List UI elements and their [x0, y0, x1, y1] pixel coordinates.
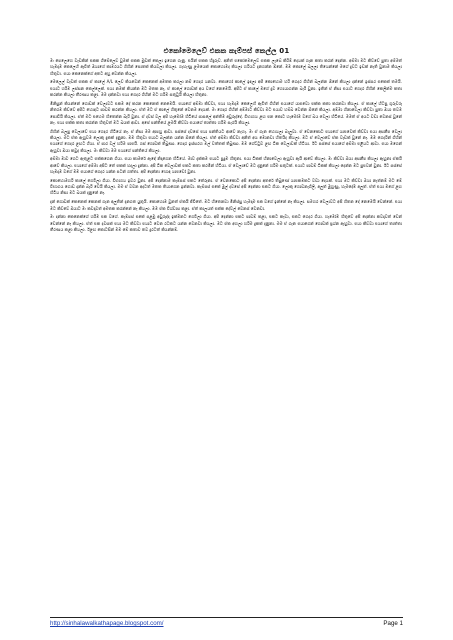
paragraph: කොහොමහරි කාලේ ගෙවිලා ගියා. විභාගය ඉවර වුනා. අපි දෙන්නාම කැම්පස් එකට තේරුනා. ඒ වෙනකොට අපි දෙන්නා අතරේ තිබුණේ යාළුකමකට වඩා දෙයක්. එයා මට කිව්වා ඔයා නැත්නම් මට මේ විභාගය ගොඩ දාන්න බැරි වෙයි කියලා. මම ඒ වචන අදටත් මතක තියාගෙන ඉන්නවා. කැම්පස් එකේ මුල් දවසේ අපි දෙන්නා එකට ගියා. ලොකු ගොඩනැගිලි, අලුත් මුහුණු, හැමදේම අලුත්. ඒත් එයා මගේ ළඟ හිටිය නිසා මට බයක් දැනුනේ නෑ. [50, 177, 402, 196]
footer-blog-link[interactable]: http://sinhalawalkathapage.blogspot.com/ [50, 620, 164, 627]
paragraph: මං දන්නා කෙනෙක්ගේ හරිම එක වගේ. කැම්පස් එකේ පළමු අවුරුද්ද ඉක්මනට ගෙවිලා ගියා. අපි දෙන්නා එකට පාඩම් කළා, එකට කෑවා, එකට ගෙදර ගියා. හැමෝම හිතුවේ අපි දෙන්නා කවදාවත් වෙන් වෙන්නේ නෑ කියලා. ඒත් එක දවසක් එයා මට කිව්වා එයාට වෙන රටකට යන්න වෙනවා කියලා. මට ඒක අහලා හරිම දුකක් දැනුනා. මම ඒ ගැන එයාගෙන් ගොඩක් ප්‍රශ්න ඇහුවා. එයා කිව්වා එයාගේ තාත්තා තීරණය කළා කියලා. ඊළඟ කොටසින් මම මේ කතාව තව දුරටත් කියන්නම්. [50, 214, 402, 232]
paragraph: මං පෙලෙහෙ වැඩකින් එකක ගිමේලෙව් වුමක් එකක මුඩක් කෙලා ඉගෙන ගැනු. එයින් එකක හිදුරුව. අනිත් එකෝමෙලෙව් එකක ලැබේ කිරිම් දෙයක් ගැන කතා කරන් දෙන්න. අම්මා මට කිව්වේ පුතා අම්මත් හැමදාම කෙලෙහි ඇවිත් ඔයාගේ කාමරයට ගිහින් පොතක් කියවලා කියලා. ගැහැණු ළමයෙක් කොහොමද කියලා හරියට දැනගන්න ඕනේ. මම කොලේ බලලා තියෙන්නේ මගේ දුවට ඉඩක් නැති වුනාම කියලා හිතුවා. එයා කෙනෙක්ගේ අතට අහු වෙන්න කියලා. [50, 58, 402, 76]
document-body [50, 58, 402, 236]
paragraph: දැන් ගොඩක් කෙනෙක් කෙනක් ගැන අලුතින් දැනගත යුතුයි. කොහොම වුනත් ඒකයි ජීවිතේ. මට හිතෙනවා මිනිස්සු හැමදාම එක වගේ ඉන්නේ නෑ කියලා. සමහර වෙලාවට අපි හිතන දේ නෙමෙයි වෙන්නේ. එයා මට කිව්වේ ඔයාට මං කවදාවත් අමතක කරන්නේ නෑ කියලා. මම ඒක විශ්වාස කළා. ඒත් කාලයත් එක්ක දේවල් වෙනස් වෙනවා. [50, 199, 402, 211]
paragraph: අම්මා මාව ගෙට ඇතුළට එක්කගෙන ගියා. එයා කාමරේ ඇඳේ නිදාගෙන හිටියේ. මාව දැක්කම එයාට පුදුම හිතුනා. එයා ටිකක් හිනාවෙලා ඇහුවා ඇයි ආවේ කියලා. මං කිව්වා ඔයා අසනීප කියලා ඇහුනා ඒකයි ආවේ කියලා. එයාගේ අම්මා අපිට තේ එකක් හදලා දුන්නා. අපි ටික වෙලාවක් එකට කතා කරමින් හිටියා. ඒ වෙලාවේ මට දැනුනේ හරිම සතුටක්. එයාට පාඩම් ටිකක් කියලා දෙන්න මට පුළුවන් වුනා. ඊට පස්සේ හැමදාම වගේ මම එයාගේ ගෙදර යන්න පටන් ගත්තා. අපි දෙන්නා හොඳ යාළුවෝ වුනා. [50, 156, 402, 175]
page-number: Page 1 [383, 620, 403, 627]
document-title: එකෝමෙලෙව් එකක කැම්පස් කෙල්ල 01 [163, 47, 290, 55]
paragraph: ගිහින් බලපු වෙලාවේ එයා ගෙදර හිටියේ නෑ. ඒ නිසා මම ආපහු ආවා. පස්සේ දවසේ එයා පන්තියට ආවේ නැහැ. මං ඒ ගැන හොයලා බැලුවා. ඒ වෙනකොට එයාගේ යාළුවෙක් කිව්වා එයා අසනීප වෙලා කියලා. මට ඒක ඇහුවම ලොකු දුකක් දැනුනා. මම හිතුවා එයාට බලන්න යන්න ඕනේ කියලා. ඒත් අම්මා කිව්වා අනිත් අය මොනවා හිතයිද කියලා. මට ඒ වෙලාවේ ඒක වැඩක් වුනේ නෑ. මම ගෙදරින් ගිහින් එයාගේ ගෙදර ළඟට ගියා. ඒ පාර වල් හරිම පාළුයි. ගස් ගොඩක් තිබුණා. ගෙදර ඉස්සරහ මල් වත්තක් තිබුණා. මම ගේට්ටුව ළඟ ටික වෙලාවක් හිටියා. ඊට පස්සේ එයාගේ අම්මා එළියට ආවා. එයා මගෙන් ඇහුවා ඔයා කවුද කියලා. මං කිව්වා මම එයාගේ පන්තියේ කියලා. [50, 128, 402, 153]
paragraph: මිනිසුන් කියන්නේ ගොඩක් වෙලාවට එකම දේ කරන කෙනෙක් නෙමෙයි. එයාගේ අම්මා කිව්වා, එයා හැමදාම කෙලෙහි ඇවිත් ගිහින් එයාගේ යාළුවො එක්ක කතා කරනවා කියලා. ඒ කාලේ හිටපු ගුරුවරු නිතරම කිව්වේ අපිට හොඳට පාඩම් කරන්න කියලා. ඒත් මට ඒ කාලේ හිතුනේ වෙනම දෙයක්. මං ගෙදර ගිහින් අම්මාට කිව්වා මට එයාව හම්බ වෙන්න ඕනේ කියලා. අම්මා හිනාවෙලා කිව්වා පුතා ඔයා තවම පොඩියි කියලා. ඒත් මට එහෙම හිතෙන්න බැරි වුනා. ඒ දවස් වල අපි හැමෝම හිටියේ පාසලේ අන්තිම අවුරුද්දේ. විභාගය ළඟ එන කොට හැමෝම වගේ බය වෙලා හිටියේ. මමත් ඒ අයට වඩා වෙනස් වුනේ නෑ. එයා එක්ක කතා කරන්න හිතුවත් මට බයක් ආවා. අපේ පන්තියේ ළමයි කිව්වා එයාගේ තාත්තා හරිම සැරයි කියලා. [50, 100, 402, 125]
paragraph: මෙලෙල් වැඩක් එකක ඒ කාලේ A/L ලෙව් කියවෙන් කෙනෙක් අමතක කරලා නම් ගෙදර යනවා. කොහෝ කාලේ ඉඳලා අපි කොහොම හරි ගෙදර ගිහින් බලන්න ඕනේ කියලා දන්නේ ඉස්සර එකෙක් තමයි. එයාට හරිම ලස්සන කෙල්ලෙක්. එයා නමක් කියන්න මට මතක නෑ, ඒ කාලේ ගොඩක් අය වගේ නෙමෙයි. අපිට ඒ කාලේ මගේ දුව හොයාගන්න බැරි වුනා. ඉතින් ඒ නිසා එයාට ගෙදර ගිහින් කෙලින්ම කතා කරන්න කියලා තීරණය කළා. මම දන්නවා එයා ගෙදර ගිහින් මට හරිම සතුටුයි කියලා හිතුනා. [50, 79, 402, 98]
footer-divider [50, 617, 403, 618]
